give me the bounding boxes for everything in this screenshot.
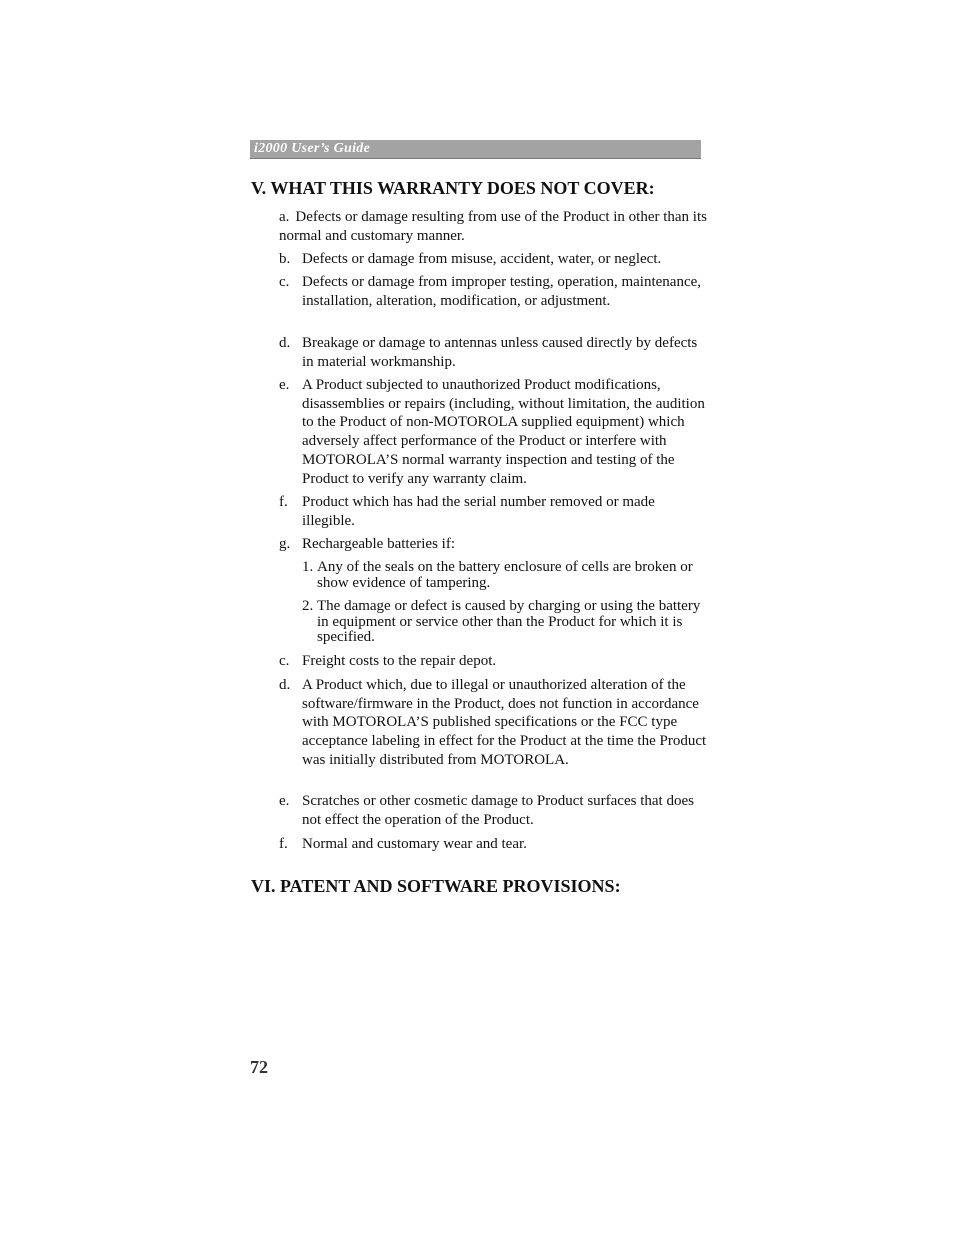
list-item xyxy=(279,652,709,671)
list-item xyxy=(279,835,709,854)
list-item xyxy=(279,250,709,269)
list-item-marker: c. xyxy=(279,653,290,669)
subitem-text: The damage or defect is caused by charging or using the battery in equipment or service other than the Product for which it is specified. xyxy=(317,598,701,645)
section-5-heading: V. WHAT THIS WARRANTY DOES NOT COVER: xyxy=(251,178,655,198)
list-item xyxy=(279,376,709,488)
subitem-marker: 2. xyxy=(302,598,314,614)
list-item-text: Breakage or damage to antennas unless caused directly by defects in material workmanship. xyxy=(302,335,698,370)
list-item-text: Defects or damage from misuse, accident, water, or neglect. xyxy=(302,251,662,267)
running-header-bar xyxy=(250,140,701,159)
list-item-text: Rechargeable batteries if: xyxy=(302,536,455,552)
list-item-marker: g. xyxy=(279,536,291,552)
list-item xyxy=(279,792,709,829)
page-number: 72 xyxy=(250,1057,268,1077)
list-item-marker: c. xyxy=(279,274,290,290)
running-header-title: i2000 User’s Guide xyxy=(254,141,371,156)
section-6-heading: VI. PATENT AND SOFTWARE PROVISIONS: xyxy=(251,876,621,896)
list-item xyxy=(279,208,709,245)
battery-subitem xyxy=(302,560,702,591)
list-item xyxy=(279,535,709,554)
list-item-marker: b. xyxy=(279,251,291,267)
list-item-marker: e. xyxy=(279,377,290,393)
list-item-text: Scratches or other cosmetic damage to Product surfaces that does not effect the operation of the Product. xyxy=(302,793,694,828)
list-item-marker: f. xyxy=(279,494,288,510)
subitem-marker: 1. xyxy=(302,559,314,575)
list-item-body xyxy=(279,208,709,245)
list-item-marker: d. xyxy=(279,677,291,693)
list-item xyxy=(279,273,709,310)
list-item-marker: d. xyxy=(279,335,291,351)
list-item-marker: e. xyxy=(279,793,290,809)
list-item-text: A Product subjected to unauthorized Product modifications, disassemblies or repairs (including, without limitation, the audition to the Product of non-MOTOROLA supplied equipment) which adversely affect performance of the Product or interfere with MOTOROLA’S normal warranty inspection and testing of the Product to verify any warranty claim. xyxy=(302,377,705,487)
list-item xyxy=(279,676,709,770)
list-item-text: Defects or damage resulting from use of the Product in other than its normal and customary manner. xyxy=(279,209,707,244)
list-item-text: Freight costs to the repair depot. xyxy=(302,653,497,669)
list-item-marker: f. xyxy=(279,836,288,852)
list-item-text: Normal and customary wear and tear. xyxy=(302,836,527,852)
list-item-text: Defects or damage from improper testing, operation, maintenance, installation, alteration, modification, or adjustment. xyxy=(302,274,702,309)
list-item-text: Product which has had the serial number removed or made illegible. xyxy=(302,494,655,529)
battery-subitem xyxy=(302,599,702,646)
list-item-marker: a. xyxy=(279,209,290,225)
subitem-text: Any of the seals on the battery enclosure of cells are broken or show evidence of tampering. xyxy=(317,559,693,591)
list-item-text: A Product which, due to illegal or unauthorized alteration of the software/firmware in the Product, does not function in accordance with MOTOROLA’S published specifications or the FCC type acceptance labeling in effect for the Product at the time the Product was initially distributed from MOTOROLA. xyxy=(302,677,707,768)
list-item xyxy=(279,334,709,371)
list-item xyxy=(279,493,709,530)
